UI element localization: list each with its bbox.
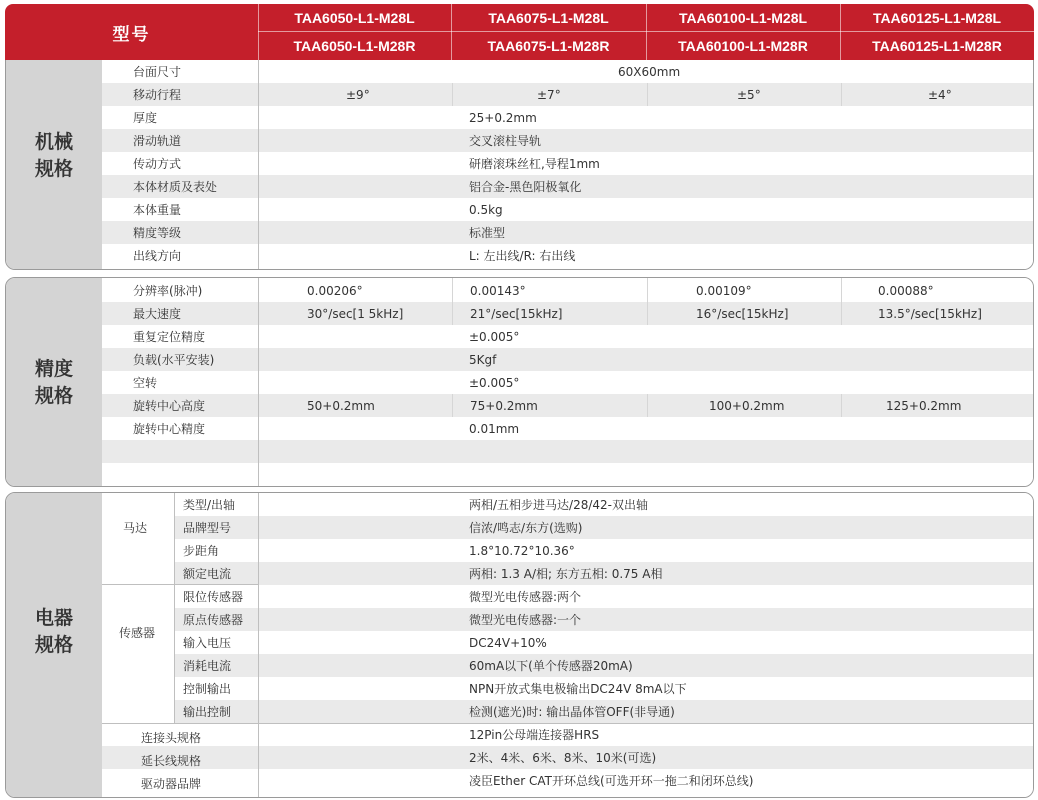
electrical-title (6, 605, 102, 659)
table-row (174, 631, 1034, 654)
precision-section (5, 277, 1034, 487)
column-divider (647, 278, 648, 325)
model-l-1: TAA6050-L1-M28L (294, 10, 415, 26)
column-divider (647, 394, 648, 417)
spec-value: ±0.005° (469, 329, 520, 344)
spec-value: 0.5kg (469, 202, 503, 217)
model-l-3: TAA60100-L1-M28L (678, 10, 808, 26)
spec-value: 25+0.2mm (469, 110, 537, 125)
spec-value: 0.00109° (696, 283, 752, 298)
motor-group-label: 马达 (123, 521, 148, 535)
spec-value: ±7° (537, 87, 561, 102)
spec-label: 滑动轨道 (133, 134, 182, 148)
column-divider (452, 278, 453, 325)
table-row (102, 221, 1034, 244)
spec-label: 本体重量 (133, 203, 182, 217)
spec-value: 12Pin公母端连接器HRS (469, 728, 600, 742)
spec-value: 75+0.2mm (470, 398, 538, 413)
spec-value: 0.00206° (307, 283, 363, 298)
model-l-2: TAA6075-L1-M28L (488, 10, 609, 26)
spec-value: 信浓/鸣志/东方(选购) (469, 521, 583, 535)
table-row (102, 325, 1034, 348)
spec-value: 21°/sec[15kHz] (470, 306, 563, 321)
spec-value: 50+0.2mm (307, 398, 375, 413)
spec-value: 两相/五相步进马达/28/42-双出轴 (469, 498, 648, 512)
spec-value: ±0.005° (469, 375, 520, 390)
precision-title (6, 356, 102, 410)
spec-label: 原点传感器 (183, 613, 244, 627)
table-row (102, 348, 1034, 371)
mechanical-section (5, 60, 1034, 270)
spec-label: 旋转中心精度 (133, 422, 206, 436)
spec-value: 0.00143° (470, 283, 526, 298)
spec-label: 驱动器品牌 (141, 777, 202, 791)
spec-label: 额定电流 (183, 567, 232, 581)
spec-label: 出线方向 (133, 249, 182, 263)
spec-label: 旋转中心高度 (133, 399, 206, 413)
table-row (174, 516, 1034, 539)
column-divider (452, 394, 453, 417)
spec-value: NPN开放式集电极输出DC24V 8mA以下 (469, 682, 687, 696)
spec-value: 5Kgf (469, 352, 497, 367)
spec-label: 台面尺寸 (133, 65, 182, 79)
spec-value: 16°/sec[15kHz] (696, 306, 789, 321)
sensor-group-label: 传感器 (119, 626, 156, 640)
spec-label: 步距角 (183, 544, 220, 558)
model-header-title: 型号 (112, 24, 151, 45)
spec-label: 延长线规格 (141, 754, 202, 768)
spec-label: 重复定位精度 (133, 330, 206, 344)
spec-value: L: 左出线/R: 右出线 (469, 249, 576, 263)
spec-label: 本体材质及表处 (133, 180, 218, 194)
column-divider (258, 493, 259, 798)
spec-value: 两相: 1.3 A/相; 东方五相: 0.75 A相 (469, 567, 663, 581)
spec-value: 0.01mm (469, 421, 520, 436)
spec-label: 负载(水平安装) (133, 353, 215, 367)
model-r-3: TAA60100-L1-M28R (678, 38, 808, 54)
table-row (102, 463, 1034, 487)
column-divider (841, 83, 842, 106)
column-divider (258, 278, 259, 487)
column-divider (841, 394, 842, 417)
spec-label: 类型/出轴 (183, 498, 236, 512)
model-r-1: TAA6050-L1-M28R (293, 38, 416, 54)
spec-value: 1.8°10.72°10.36° (469, 543, 575, 558)
spec-value: 60mA以下(单个传感器20mA) (469, 659, 633, 673)
column-divider (174, 493, 175, 723)
spec-value: 13.5°/sec[15kHz] (878, 306, 982, 321)
section-title-line: 规格 (34, 634, 73, 656)
section-title-line: 电器 (34, 607, 73, 629)
section-title-line: 规格 (34, 158, 73, 180)
spec-value: ±5° (737, 87, 761, 102)
spec-label: 控制输出 (183, 682, 232, 696)
spec-label: 最大速度 (133, 307, 182, 321)
table-row (102, 60, 1034, 83)
electrical-section (5, 492, 1034, 798)
spec-label: 空转 (133, 376, 158, 390)
spec-value: 125+0.2mm (886, 398, 962, 413)
spec-value: 30°/sec[1 5kHz] (307, 306, 404, 321)
mechanical-title (6, 129, 102, 183)
spec-label: 品牌型号 (183, 521, 232, 535)
spec-value: 0.00088° (878, 283, 934, 298)
spec-value: ±4° (928, 87, 952, 102)
spec-value: 微型光电传感器:两个 (469, 590, 582, 604)
column-divider (258, 60, 259, 270)
spec-value: 标准型 (469, 226, 506, 240)
spec-value: 微型光电传感器:一个 (469, 613, 582, 627)
spec-label: 厚度 (133, 111, 158, 125)
spec-label: 传动方式 (133, 157, 182, 171)
table-row (174, 608, 1034, 631)
model-r-4: TAA60125-L1-M28R (872, 38, 1002, 54)
section-title-line: 规格 (34, 385, 73, 407)
table-row (102, 440, 1034, 463)
section-title-line: 机械 (34, 131, 73, 153)
spec-value: 凌臣Ether CAT开环总线(可选开环一拖二和闭环总线) (469, 774, 754, 788)
table-row (102, 106, 1034, 129)
spec-label: 输入电压 (183, 636, 232, 650)
spec-label: 分辨率(脉冲) (133, 284, 203, 298)
spec-value: ±9° (346, 87, 370, 102)
spec-value: 研磨滚珠丝杠,导程1mm (469, 157, 600, 171)
spec-value: 100+0.2mm (709, 398, 785, 413)
spec-value: 交叉滚柱导轨 (469, 134, 542, 148)
spec-value: 2米、4米、6米、8米、10米(可选) (469, 751, 657, 765)
table-row (102, 198, 1034, 221)
spec-value: 60X60mm (618, 64, 681, 79)
spec-label: 精度等级 (133, 226, 182, 240)
spec-label: 移动行程 (133, 88, 182, 102)
model-l-4: TAA60125-L1-M28L (872, 10, 1002, 26)
table-row (102, 417, 1034, 440)
table-row (102, 371, 1034, 394)
spec-label: 限位传感器 (183, 590, 244, 604)
spec-label: 消耗电流 (183, 659, 232, 673)
table-row (174, 585, 1034, 608)
column-divider (647, 83, 648, 106)
spec-value: 铝合金-黑色阳极氧化 (469, 180, 582, 194)
spec-value: 检测(遮光)时: 输出晶体管OFF(非导通) (469, 705, 675, 719)
column-divider (841, 278, 842, 325)
section-title-line: 精度 (34, 358, 73, 380)
spec-value: DC24V+10% (469, 635, 547, 650)
table-row (102, 83, 1034, 106)
table-row (102, 129, 1034, 152)
column-divider (452, 83, 453, 106)
model-r-2: TAA6075-L1-M28R (487, 38, 610, 54)
spec-label: 连接头规格 (141, 731, 202, 745)
table-row (174, 539, 1034, 562)
spec-label: 输出控制 (183, 705, 232, 719)
